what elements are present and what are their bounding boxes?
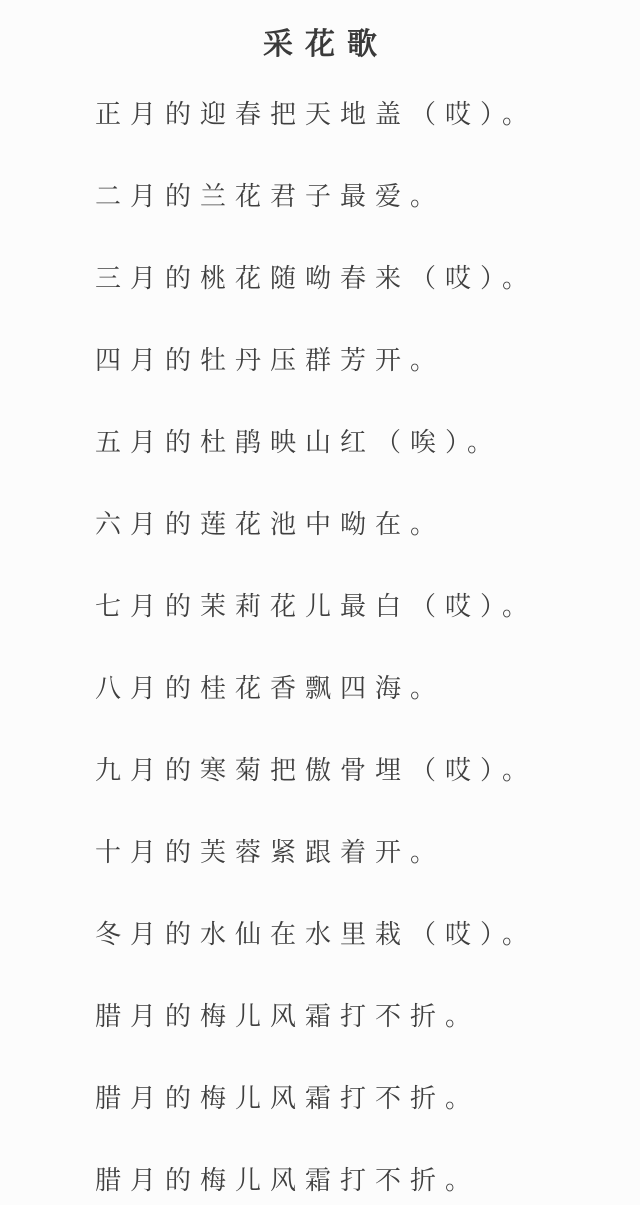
lyric-line-6: 六月的莲花池中呦在。: [95, 509, 446, 539]
lyric-line-14: 腊月的梅儿风霜打不折。: [95, 1165, 481, 1195]
lyric-line-11: 冬月的水仙在水里栽（哎）。: [95, 919, 538, 949]
lyric-line-7: 七月的茉莉花儿最白（哎）。: [95, 591, 538, 621]
lyric-line-2: 二月的兰花君子最爱。: [95, 181, 446, 211]
lyric-line-8: 八月的桂花香飘四海。: [95, 673, 446, 703]
lyric-line-10: 十月的芙蓉紧跟着开。: [95, 837, 446, 867]
lyric-line-5: 五月的杜鹃映山红（唉）。: [95, 427, 503, 457]
lyrics-body: [0, 100, 640, 1195]
lyric-line-9: 九月的寒菊把傲骨埋（哎）。: [95, 755, 538, 785]
lyric-line-3: 三月的桃花随呦春来（哎）。: [95, 263, 538, 293]
lyric-line-1: 正月的迎春把天地盖（哎）。: [95, 99, 538, 129]
song-title: 采花歌: [263, 28, 389, 61]
lyric-line-12: 腊月的梅儿风霜打不折。: [95, 1001, 481, 1031]
lyric-line-4: 四月的牡丹压群芳开。: [95, 345, 446, 375]
lyric-line-13: 腊月的梅儿风霜打不折。: [95, 1083, 481, 1113]
